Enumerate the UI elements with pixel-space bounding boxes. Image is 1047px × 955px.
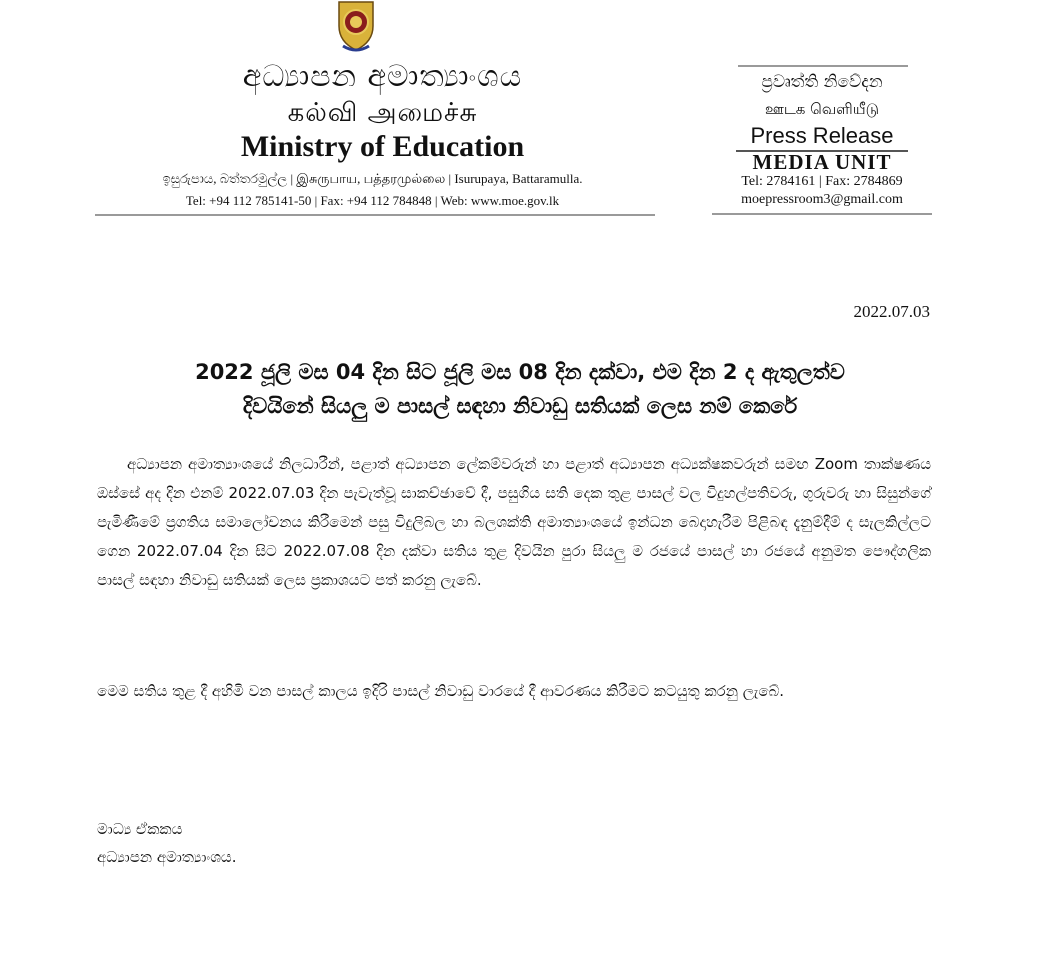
body-paragraph-1: අධ්‍යාපන අමාත්‍යාංශයේ නිලධාරීන්, පළාත් අධ්‍යාපන ලේකම්වරුන් හා පළාත් අධ්‍යාපන අධ්‍යක්ෂකවරුන් සමඟ Zoom තාක්ෂණය ඔස්සේ අද දින එනම් 2022.07.03 දින පැවැත්වූ සාකච්ඡාවේ දී, පසුගිය සති දෙක තුළ පාසල් වල විදුහල්පතිවරු, ගුරුවරු හා සිසුන්ගේ පැමිණීමේ ප්‍රගතිය සමාලෝචනය කිරීමෙන් පසු විදුලිබල හා බලශක්ති අමාත්‍යාංශයේ ඉන්ධන බෙදාහැරීම පිළිබඳ දැනුම්දීම් ද සැලකිල්ලට ගෙන 2022.07.04 දින සිට 2022.07.08 දින දක්වා සතිය තුළ දිවයින පුරා සියලු ම රජයේ පාසල් හා රජයේ අනුමත පෞද්ගලික පාසල් සඳහා නිවාඩු සතියක් ලෙස ප්‍රකාශයට පත් කරනු ලැබේ. bbox=[97, 455, 931, 589]
press-release-sinhala: ප්‍රවෘත්ති නිවේදන bbox=[761, 72, 883, 92]
media-unit-label: MEDIA UNIT bbox=[752, 150, 892, 174]
ministry-names bbox=[90, 58, 655, 164]
sri-lanka-emblem-icon bbox=[335, 0, 377, 54]
ministry-name-tamil: கல்வி அமைச்சு bbox=[287, 98, 478, 128]
body-paragraph-2: මෙම සතිය තුළ දී අහිමි වන පාසල් කාලය ඉදිරි පාසල් නිවාඩු වාරයේ දී ආවරණය කිරීමට කටයුතු කරනු ලැබේ. bbox=[97, 682, 785, 700]
header-divider bbox=[95, 214, 655, 216]
media-unit-phone-fax: Tel: 2784161 | Fax: 2784869 bbox=[741, 174, 903, 189]
press-box-top-rule bbox=[738, 65, 908, 67]
document-date: 2022.07.03 bbox=[853, 302, 930, 321]
headline-line-1: 2022 ජූලි මස 04 දින සිට ජූලි මස 08 දින දක්වා, එම දින 2 ද ඇතුලත්ව bbox=[195, 360, 845, 384]
ministry-name-sinhala: අධ්‍යාපන අමාත්‍යාංශය bbox=[242, 59, 523, 94]
ministry-contact: Tel: +94 112 785141-50 | Fax: +94 112 784848 | Web: www.moe.gov.lk bbox=[185, 193, 560, 208]
media-unit-email: moepressroom3@gmail.com bbox=[741, 192, 903, 207]
headline bbox=[90, 355, 950, 423]
press-release-english: Press Release bbox=[750, 123, 894, 148]
signature-unit: මාධ්‍ය ඒකකය bbox=[97, 820, 183, 838]
signature-ministry: අධ්‍යාපන අමාත්‍යාංශය. bbox=[97, 848, 237, 866]
press-release-tamil: ஊடக வெளியீடு bbox=[764, 100, 880, 118]
ministry-name-english: Ministry of Education bbox=[240, 130, 525, 163]
ministry-address: ඉසුරුපාය, බත්තරමුල්ල | இசுருபாய, பத்தரமுல்லை | Isurupaya, Battaramulla. bbox=[162, 171, 583, 186]
headline-line-2: දිවයිනේ සියලු ම පාසල් සඳහා නිවාඩු සතියක් ලෙස නම් කෙරේ bbox=[242, 394, 798, 418]
press-box-bottom-rule bbox=[712, 213, 932, 215]
